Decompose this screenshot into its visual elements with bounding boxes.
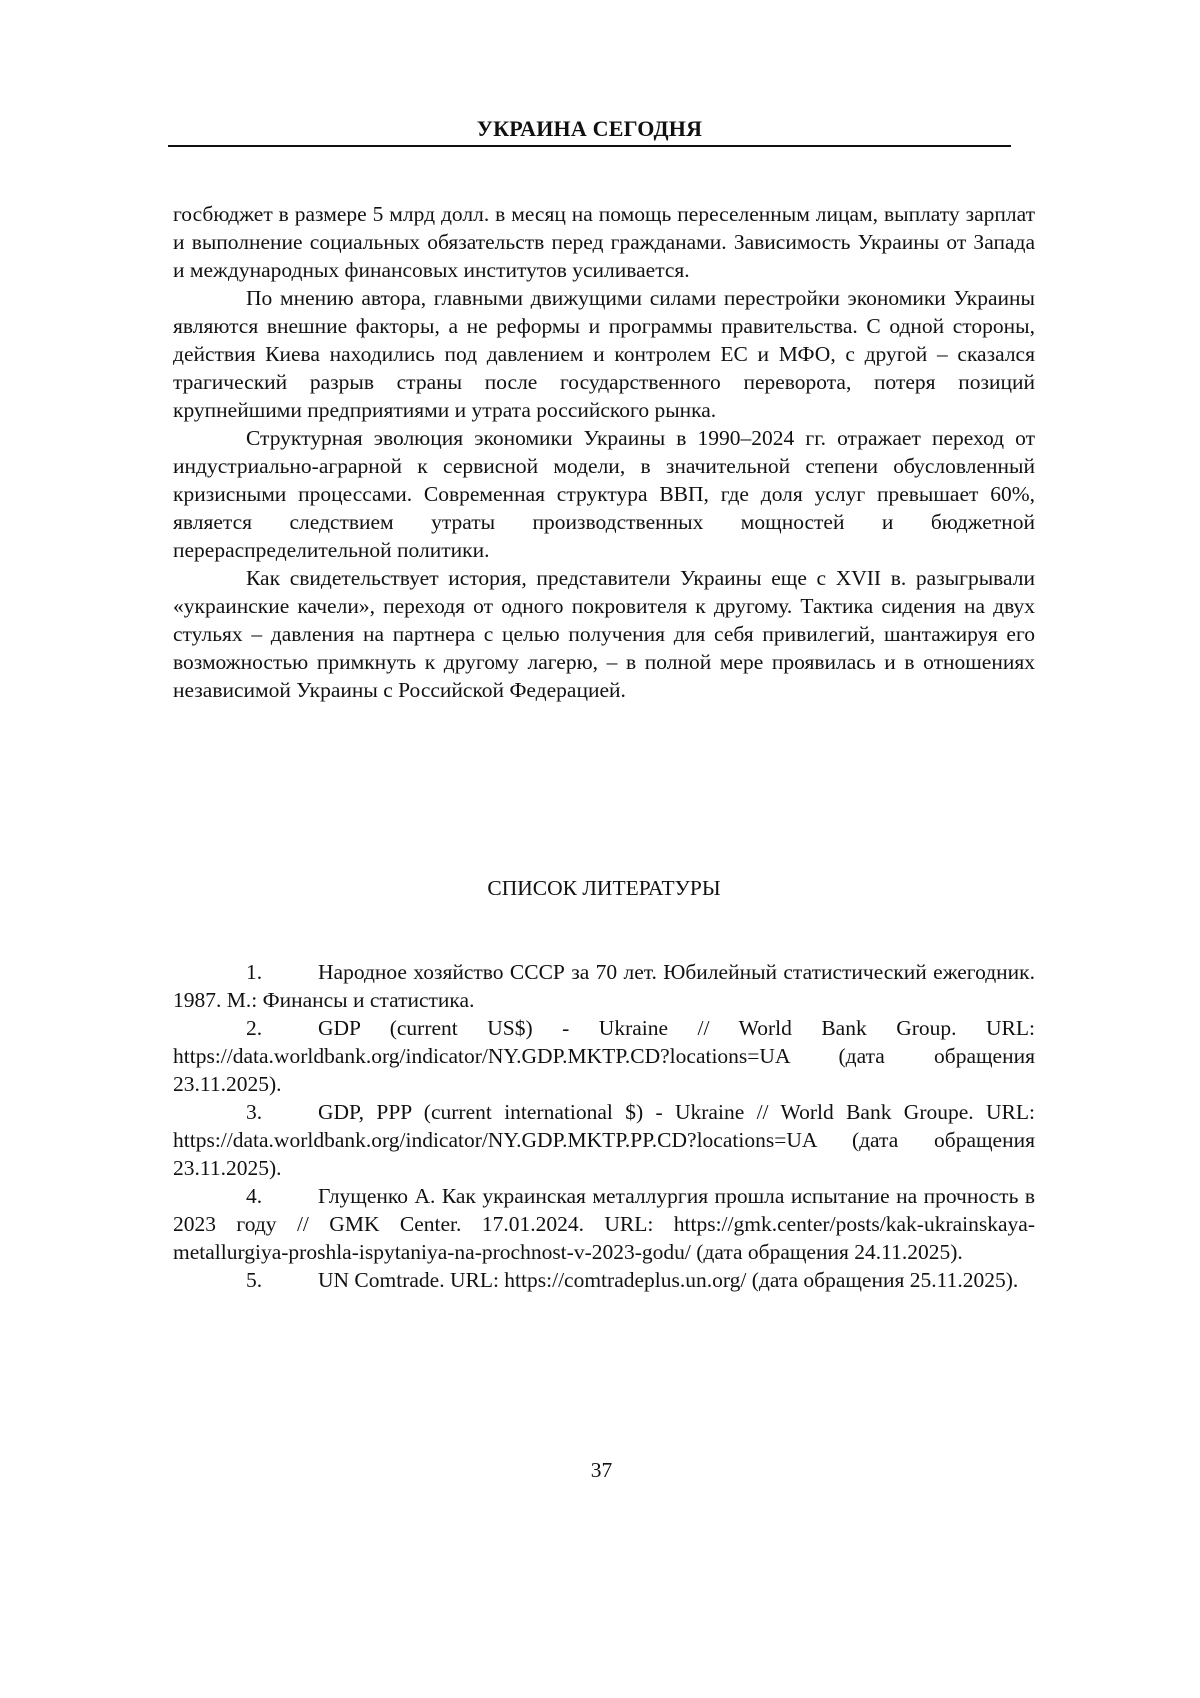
paragraph: госбюджет в размере 5 млрд долл. в месяц на помощь переселенным лицам, выплату зарплат и выполнение социальных обязательств перед гражданами. Зависимость Украины от Запада и международных финансовых институтов усиливается. (173, 202, 1035, 282)
reference-number: 5. (246, 1268, 263, 1292)
reference-number: 2. (246, 1016, 263, 1040)
reference-number: 3. (246, 1100, 263, 1124)
page-number: 37 (590, 1458, 613, 1482)
reference-item (173, 1182, 1035, 1266)
reference-item (173, 1098, 1035, 1182)
reference-item (173, 958, 1035, 1014)
body-text (173, 200, 1035, 704)
paragraph: Структурная эволюция экономики Украины в 1990–2024 гг. отражает переход от индустриально-аграрной к сервисной модели, в значительной степени обусловленный кризисными процессами. Современная структура ВВП, где доля услуг превышает 60%, является следствием утраты производственных мощностей и бюджетной перераспределительной политики. (173, 426, 1035, 562)
reference-number: 1. (246, 960, 263, 984)
paragraph: Как свидетельствует история, представители Украины еще с XVII в. разыгрывали «украинские качели», переходя от одного покровителя к другому. Тактика сидения на двух стульях – давления на партнера с целью получения для себя привилегий, шантажируя его возможностью примкнуть к другому лагерю, – в полной мере проявилась и в отношениях независимой Украины с Российской Федерацией. (173, 566, 1035, 702)
reference-item (173, 1014, 1035, 1098)
paragraph: По мнению автора, главными движущими силами перестройки экономики Украины являются внешние факторы, а не реформы и программы правительства. С одной стороны, действия Киева находились под давлением и контролем ЕС и МФО, с другой – сказался трагический разрыв страны после государственного переворота, потеря позиций крупнейшими предприятиями и утрата российского рынка. (173, 286, 1035, 422)
reference-text: Народное хозяйство СССР за 70 лет. Юбилейный статистический ежегодник. 1987. М.: Финансы и статистика. (173, 960, 1035, 1012)
references-heading: СПИСОК ЛИТЕРАТУРЫ (487, 876, 721, 900)
reference-text: GDP, PPP (current international $) - Ukraine // World Bank Groupe. URL: https://data.worldbank.org/indicator/NY.GDP.MKTP.PP.CD?locations=UA (дата обращения 23.11.2025). (173, 1100, 1035, 1180)
reference-text: Глущенко А. Как украинская металлургия прошла испытание на прочность в 2023 году // GMK Center. 17.01.2024. URL: https://gmk.center/posts/kak-ukrainskaya-metallurgiya-proshla-ispytaniya-na-prochnost-v-2023-godu/ (дата обращения 24.11.2025). (173, 1184, 1035, 1264)
reference-item (173, 1266, 1035, 1294)
reference-text: UN Comtrade. URL: https://comtradeplus.un.org/ (дата обращения 25.11.2025). (318, 1268, 1019, 1292)
reference-number: 4. (246, 1184, 263, 1208)
running-header-title: УКРАИНА СЕГОДНЯ (476, 116, 703, 141)
reference-text: GDP (current US$) - Ukraine // World Bank Group. URL: https://data.worldbank.org/indicator/NY.GDP.MKTP.CD?locations=UA (дата обращения 23.11.2025). (173, 1016, 1035, 1096)
reference-list (173, 958, 1035, 1294)
header-divider (168, 145, 1011, 147)
